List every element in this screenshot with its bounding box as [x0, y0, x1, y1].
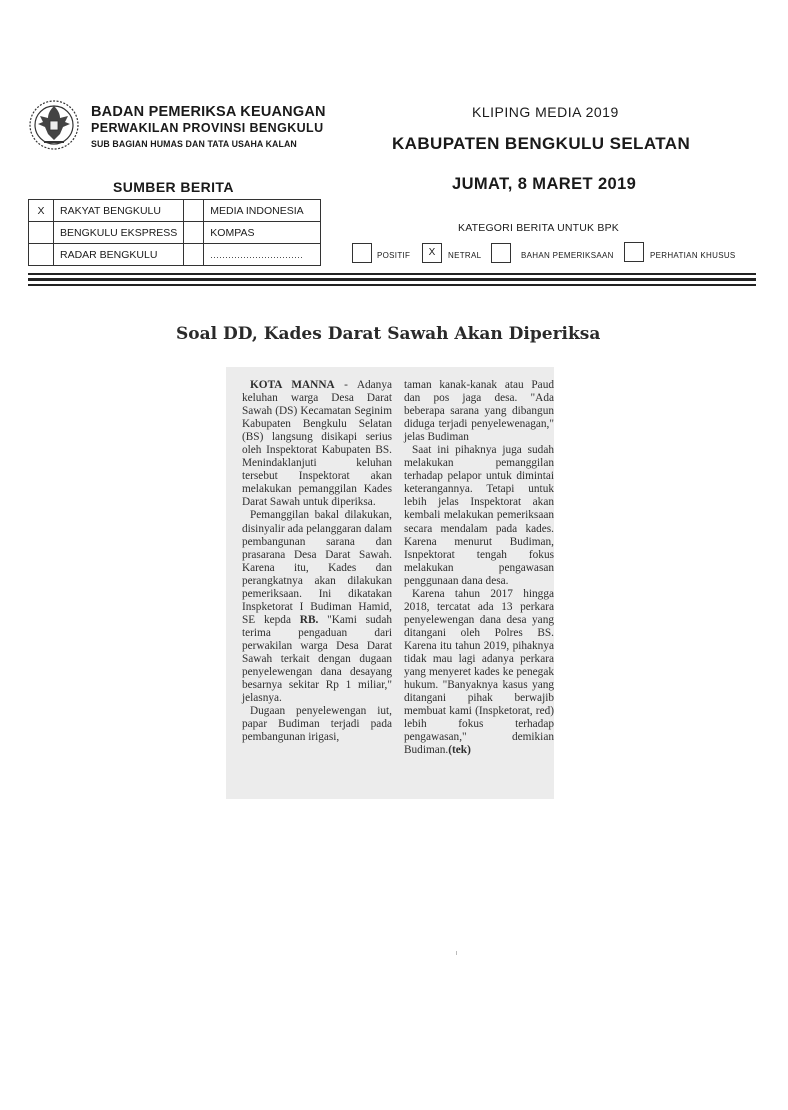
- category-checkbox-perhatian-khusus[interactable]: [624, 242, 644, 262]
- kliping-title: KLIPING MEDIA 2019: [472, 104, 619, 120]
- category-checkbox-netral[interactable]: X: [422, 243, 442, 263]
- source-row: [29, 200, 321, 222]
- divider-rule: [28, 273, 756, 275]
- source-name: KOMPAS: [204, 222, 321, 244]
- article-paragraph: Dugaan penyelewengan iut, papar Budiman terjadi pada pembangunan irigasi,: [242, 705, 392, 744]
- source-name: MEDIA INDONESIA: [204, 200, 321, 222]
- source-mark: [184, 200, 204, 222]
- region-title: KABUPATEN BENGKULU SELATAN: [392, 134, 691, 153]
- source-table: [28, 199, 321, 266]
- source-abbrev: RB.: [299, 613, 319, 626]
- category-checkbox-bahan-pemeriksaan[interactable]: [491, 243, 511, 263]
- source-mark: [184, 222, 204, 244]
- source-row: [29, 222, 321, 244]
- article-paragraph: taman kanak-kanak atau Paud dan pos jaga desa. "Ada beberapa sarana yang dibangun diduga terjadi penyelewenagan," jelas Budiman: [404, 379, 554, 444]
- news-clipping: [226, 367, 554, 799]
- org-subdivision: SUB BAGIAN HUMAS DAN TATA USAHA KALAN: [91, 139, 297, 149]
- category-label-positif: POSITIF: [377, 251, 411, 260]
- category-label-perhatian-khusus: PERHATIAN KHUSUS: [650, 251, 736, 260]
- article-column-left: [242, 379, 392, 744]
- bpk-emblem-icon: [26, 94, 82, 154]
- article-headline: Soal DD, Kades Darat Sawah Akan Diperiksa: [176, 324, 601, 344]
- source-mark: [184, 244, 204, 266]
- category-label-bahan-pemeriksaan: BAHAN PEMERIKSAAN: [521, 251, 614, 260]
- article-paragraph: Karena tahun 2017 hingga 2018, tercatat ada 13 perkara penyelewengan dana desa yang ditangani oleh Polres BS. Karena itu tahun 2019, pihaknya tidak mau lagi adanya perkara yang menyeret kades ke penegak hukum. "Banyaknya kasus yang ditangani pihak berwajib membuat kami (Inspketorat, red) lebih fokus terhadap pengawasan," demikian Budiman.(tek): [404, 587, 554, 757]
- source-name: BENGKULU EKSPRESS: [54, 222, 184, 244]
- scan-speck: [456, 951, 457, 955]
- article-column-right: [404, 379, 554, 757]
- source-mark: X: [29, 200, 54, 222]
- source-row: [29, 244, 321, 266]
- source-mark: [29, 244, 54, 266]
- article-paragraph: Pemanggilan bakal dilakukan, disinyalir ada pelanggaran dalam pembangunan sarana dan prasarana Desa Darat Sawah. Karena itu, Kades dan perangkatnya akan dilakukan pemeriksaan. Ini dikatakan Inspketorat I Budiman Hamid, SE kepda RB. "Kami sudah terima pengaduan dari perwakilan warga Desa Darat Sawah terkait dengan dugaan penyelewengan dana desayang besarnya sekitar Rp 1 miliar," jelasnya.: [242, 509, 392, 705]
- source-mark: [29, 222, 54, 244]
- org-branch: PERWAKILAN PROVINSI BENGKULU: [91, 121, 324, 135]
- article-paragraph: Saat ini pihaknya juga sudah melakukan pemanggilan terhadap pelapor untuk dimintai keterangannya. Tetapi untuk lebih jelas Inspektorat akan kembali melakukan pemeriksaan secara mendalam pada kades. Karena menurut Budiman, Isnpektorat tengah fokus melakukan pengawasan penggunaan dana desa.: [404, 444, 554, 587]
- source-name-blank: ...............................: [204, 244, 321, 266]
- divider-rule: [28, 284, 756, 286]
- article-paragraph: KOTA MANNA - Adanya keluhan warga Desa Darat Sawah (DS) Kecamatan Seginim Kabupaten Bengkulu Selatan (BS) langsung disikapi serius oleh Inspektorat Kabupaten BS. Menindaklanjuti keluhan tersebut Inspektorat akan melakukan pemanggilan Kades Darat Sawah untuk diperiksa.: [242, 379, 392, 509]
- date-title: JUMAT, 8 MARET 2019: [452, 175, 637, 193]
- source-name: RADAR BENGKULU: [54, 244, 184, 266]
- category-checkbox-positif[interactable]: [352, 243, 372, 263]
- source-name: RAKYAT BENGKULU: [54, 200, 184, 222]
- org-name: BADAN PEMERIKSA KEUANGAN: [91, 104, 326, 120]
- category-title: KATEGORI BERITA UNTUK BPK: [458, 222, 619, 234]
- divider-rule: [28, 278, 756, 281]
- category-label-netral: NETRAL: [448, 251, 482, 260]
- author-code: (tek): [448, 744, 471, 757]
- source-title: SUMBER BERITA: [113, 179, 234, 195]
- article-dateline: KOTA MANNA: [250, 379, 335, 391]
